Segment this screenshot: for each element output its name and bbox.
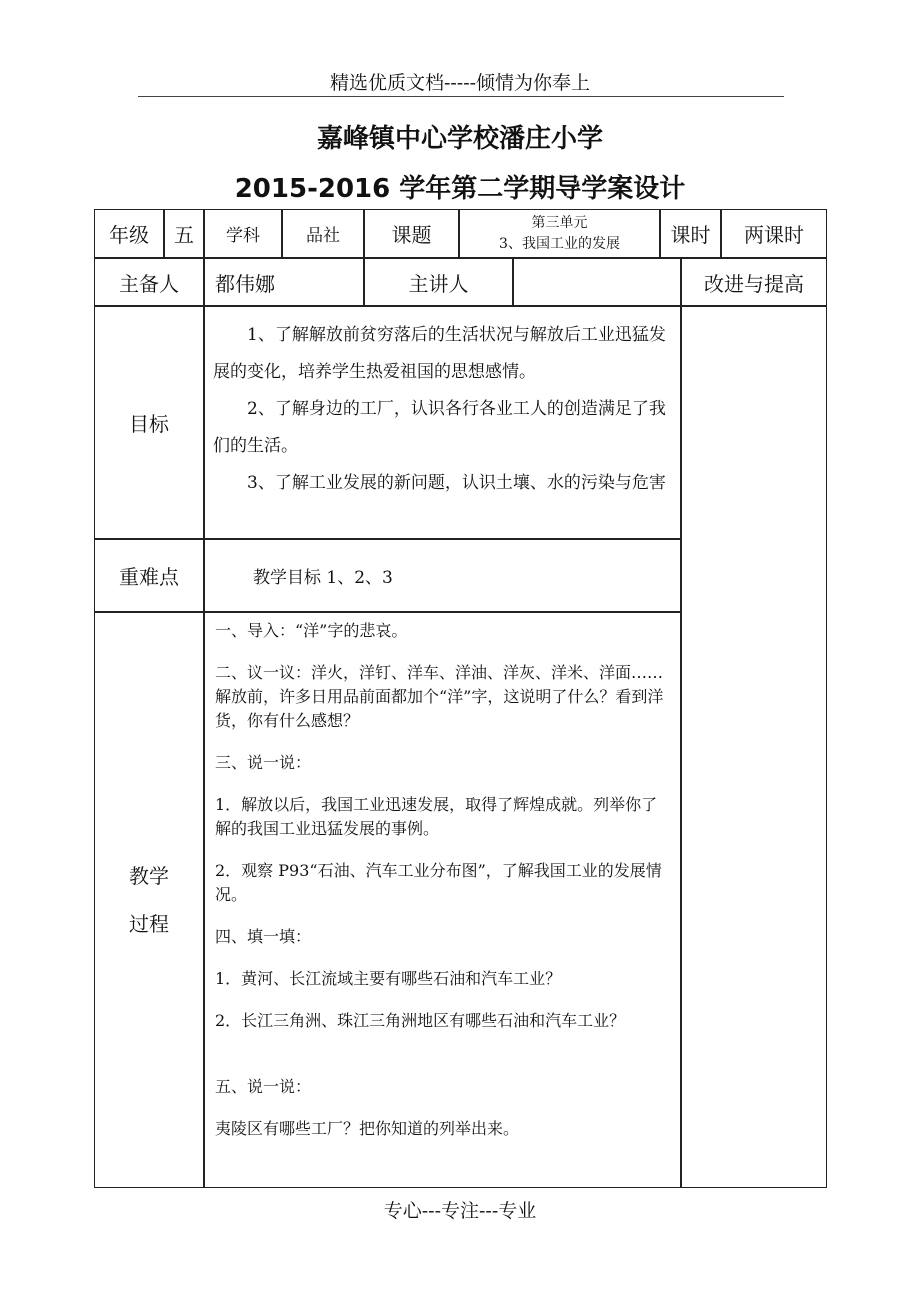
process-label-line1: 教学 [129, 864, 169, 888]
grade-value: 五 [164, 209, 204, 258]
goals-label: 目标 [94, 306, 204, 539]
process-item-5: 2．观察 P93“石油、汽车工业分布图”，了解我国工业的发展情况。 [215, 861, 662, 904]
school-title: 嘉峰镇中心学校潘庄小学 [316, 124, 603, 154]
process-item-6: 四、填一填： [215, 927, 312, 946]
process-item-9: 五、说一说： [215, 1077, 312, 1096]
page-footer: 专心---专注---专业 [383, 1200, 537, 1222]
process-item-2: 二、议一议：洋火，洋钉、洋车、洋油、洋灰、洋米、洋面……解放前，许多日用品前面都加个“洋”字，这说明了什么？看到洋货，你有什么感想？ [215, 663, 664, 730]
process-item-4: 1．解放以后，我国工业迅速发展，取得了辉煌成就。列举你了解的我国工业迅猛发展的事例。 [215, 795, 658, 838]
period-value: 两课时 [721, 209, 827, 258]
goal-item-3: 3、了解工业发展的新问题，认识土壤、水的污染与危害 [247, 473, 666, 493]
period-label: 课时 [660, 209, 721, 258]
topic-unit: 第三单元 [531, 214, 588, 231]
key-points-label: 重难点 [94, 539, 204, 612]
goals-content [204, 306, 681, 539]
process-item-3: 三、说一说： [215, 753, 312, 772]
subject-value: 品社 [282, 209, 364, 258]
document-title: 2015-2016 学年第二学期导学案设计 [234, 174, 686, 204]
topic-value [459, 209, 660, 258]
lecturer-label: 主讲人 [364, 258, 513, 306]
preparer-label: 主备人 [94, 258, 204, 306]
subject-label: 学科 [204, 209, 282, 258]
process-item-10: 夷陵区有哪些工厂？把你知道的列举出来。 [215, 1119, 520, 1138]
header-divider [138, 96, 784, 97]
page-header: 精选优质文档-----倾情为你奉上 [329, 72, 591, 94]
topic-label: 课题 [364, 209, 459, 258]
process-label [94, 612, 204, 1188]
topic-lesson: 3、我国工业的发展 [499, 235, 620, 252]
lecturer-value [513, 258, 681, 306]
process-content [204, 612, 681, 1188]
goal-item-2: 2、了解身边的工厂，认识各行各业工人的创造满足了我们的生活。 [213, 399, 666, 456]
key-points-value: 教学目标 1、2、3 [204, 539, 681, 612]
process-item-7: 1．黄河、长江流域主要有哪些石油和汽车工业？ [215, 969, 562, 988]
preparer-value: 都伟娜 [204, 258, 364, 306]
goal-item-1: 1、了解解放前贫穷落后的生活状况与解放后工业迅猛发展的变化，培养学生热爱祖国的思想感情。 [213, 325, 666, 382]
grade-label: 年级 [94, 209, 164, 258]
lesson-plan-table [94, 209, 827, 1188]
improve-label: 改进与提高 [681, 258, 827, 306]
process-item-8: 2．长江三角洲、珠江三角洲地区有哪些石油和汽车工业？ [215, 1011, 626, 1030]
improvement-notes-area [681, 306, 827, 1188]
process-item-1: 一、导入：“洋”字的悲哀。 [215, 621, 408, 640]
process-label-line2: 过程 [129, 912, 169, 936]
